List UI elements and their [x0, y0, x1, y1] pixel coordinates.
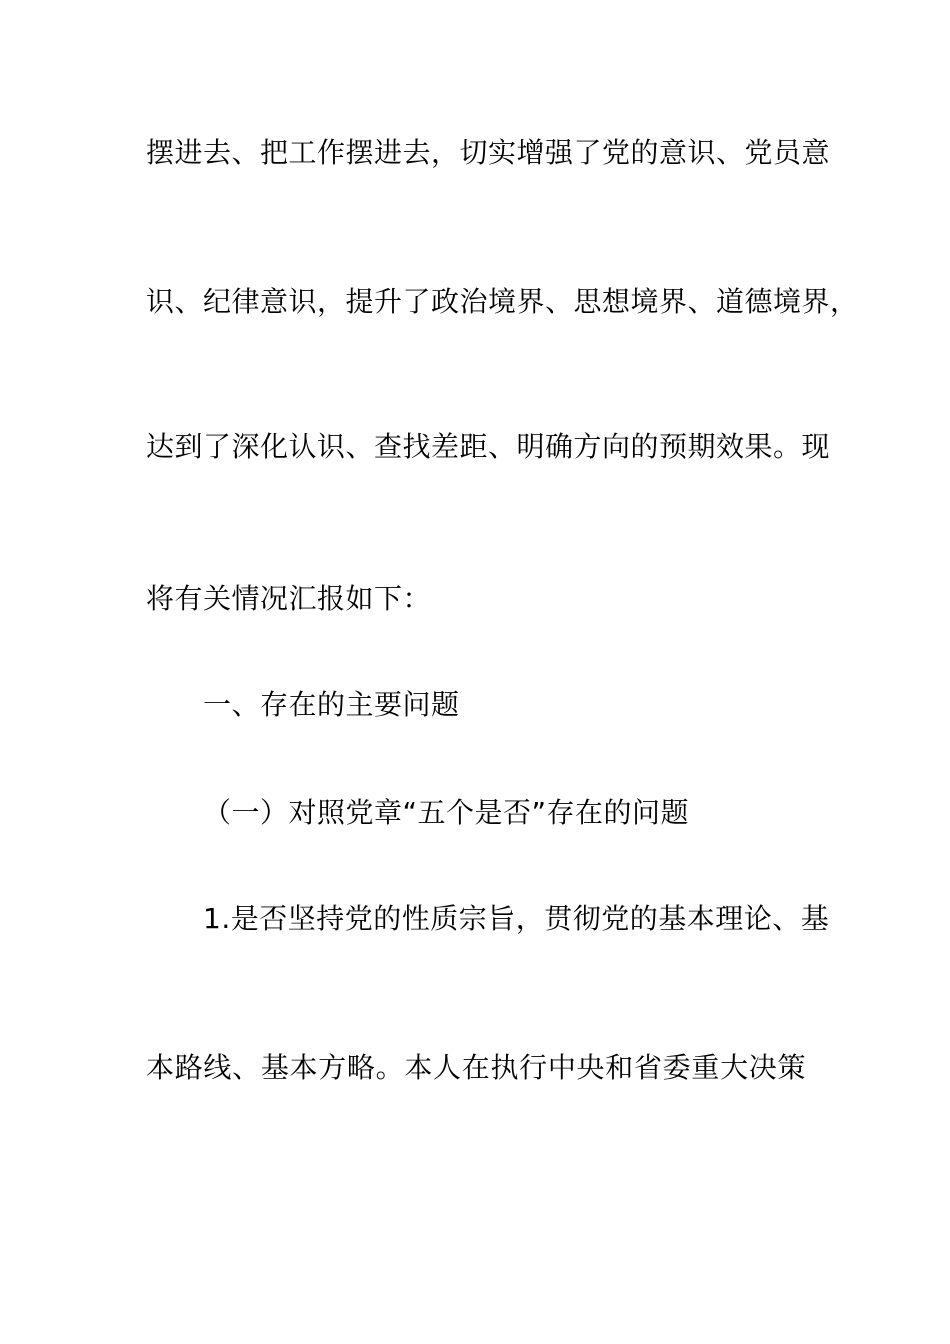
paragraph-line-1: 摆进去、把工作摆进去，切实增强了党的意识、党员意 — [146, 136, 831, 169]
paragraph-line-4: 将有关情况汇报如下： — [146, 582, 432, 615]
item-line-2: 本路线、基本方略。本人在执行中央和省委重大决策 — [146, 1051, 806, 1084]
item-line-1: 1.是否坚持党的性质宗旨，贯彻党的基本理论、基 — [203, 902, 830, 935]
paragraph-line-2: 识、纪律意识，提升了政治境界、思想境界、道德境界， — [146, 285, 859, 318]
subsection-heading: （一）对照党章“五个是否”存在的问题 — [203, 796, 690, 829]
paragraph-line-3: 达到了深化认识、查找差距、明确方向的预期效果。现 — [146, 430, 831, 463]
section-heading: 一、存在的主要问题 — [203, 688, 460, 721]
